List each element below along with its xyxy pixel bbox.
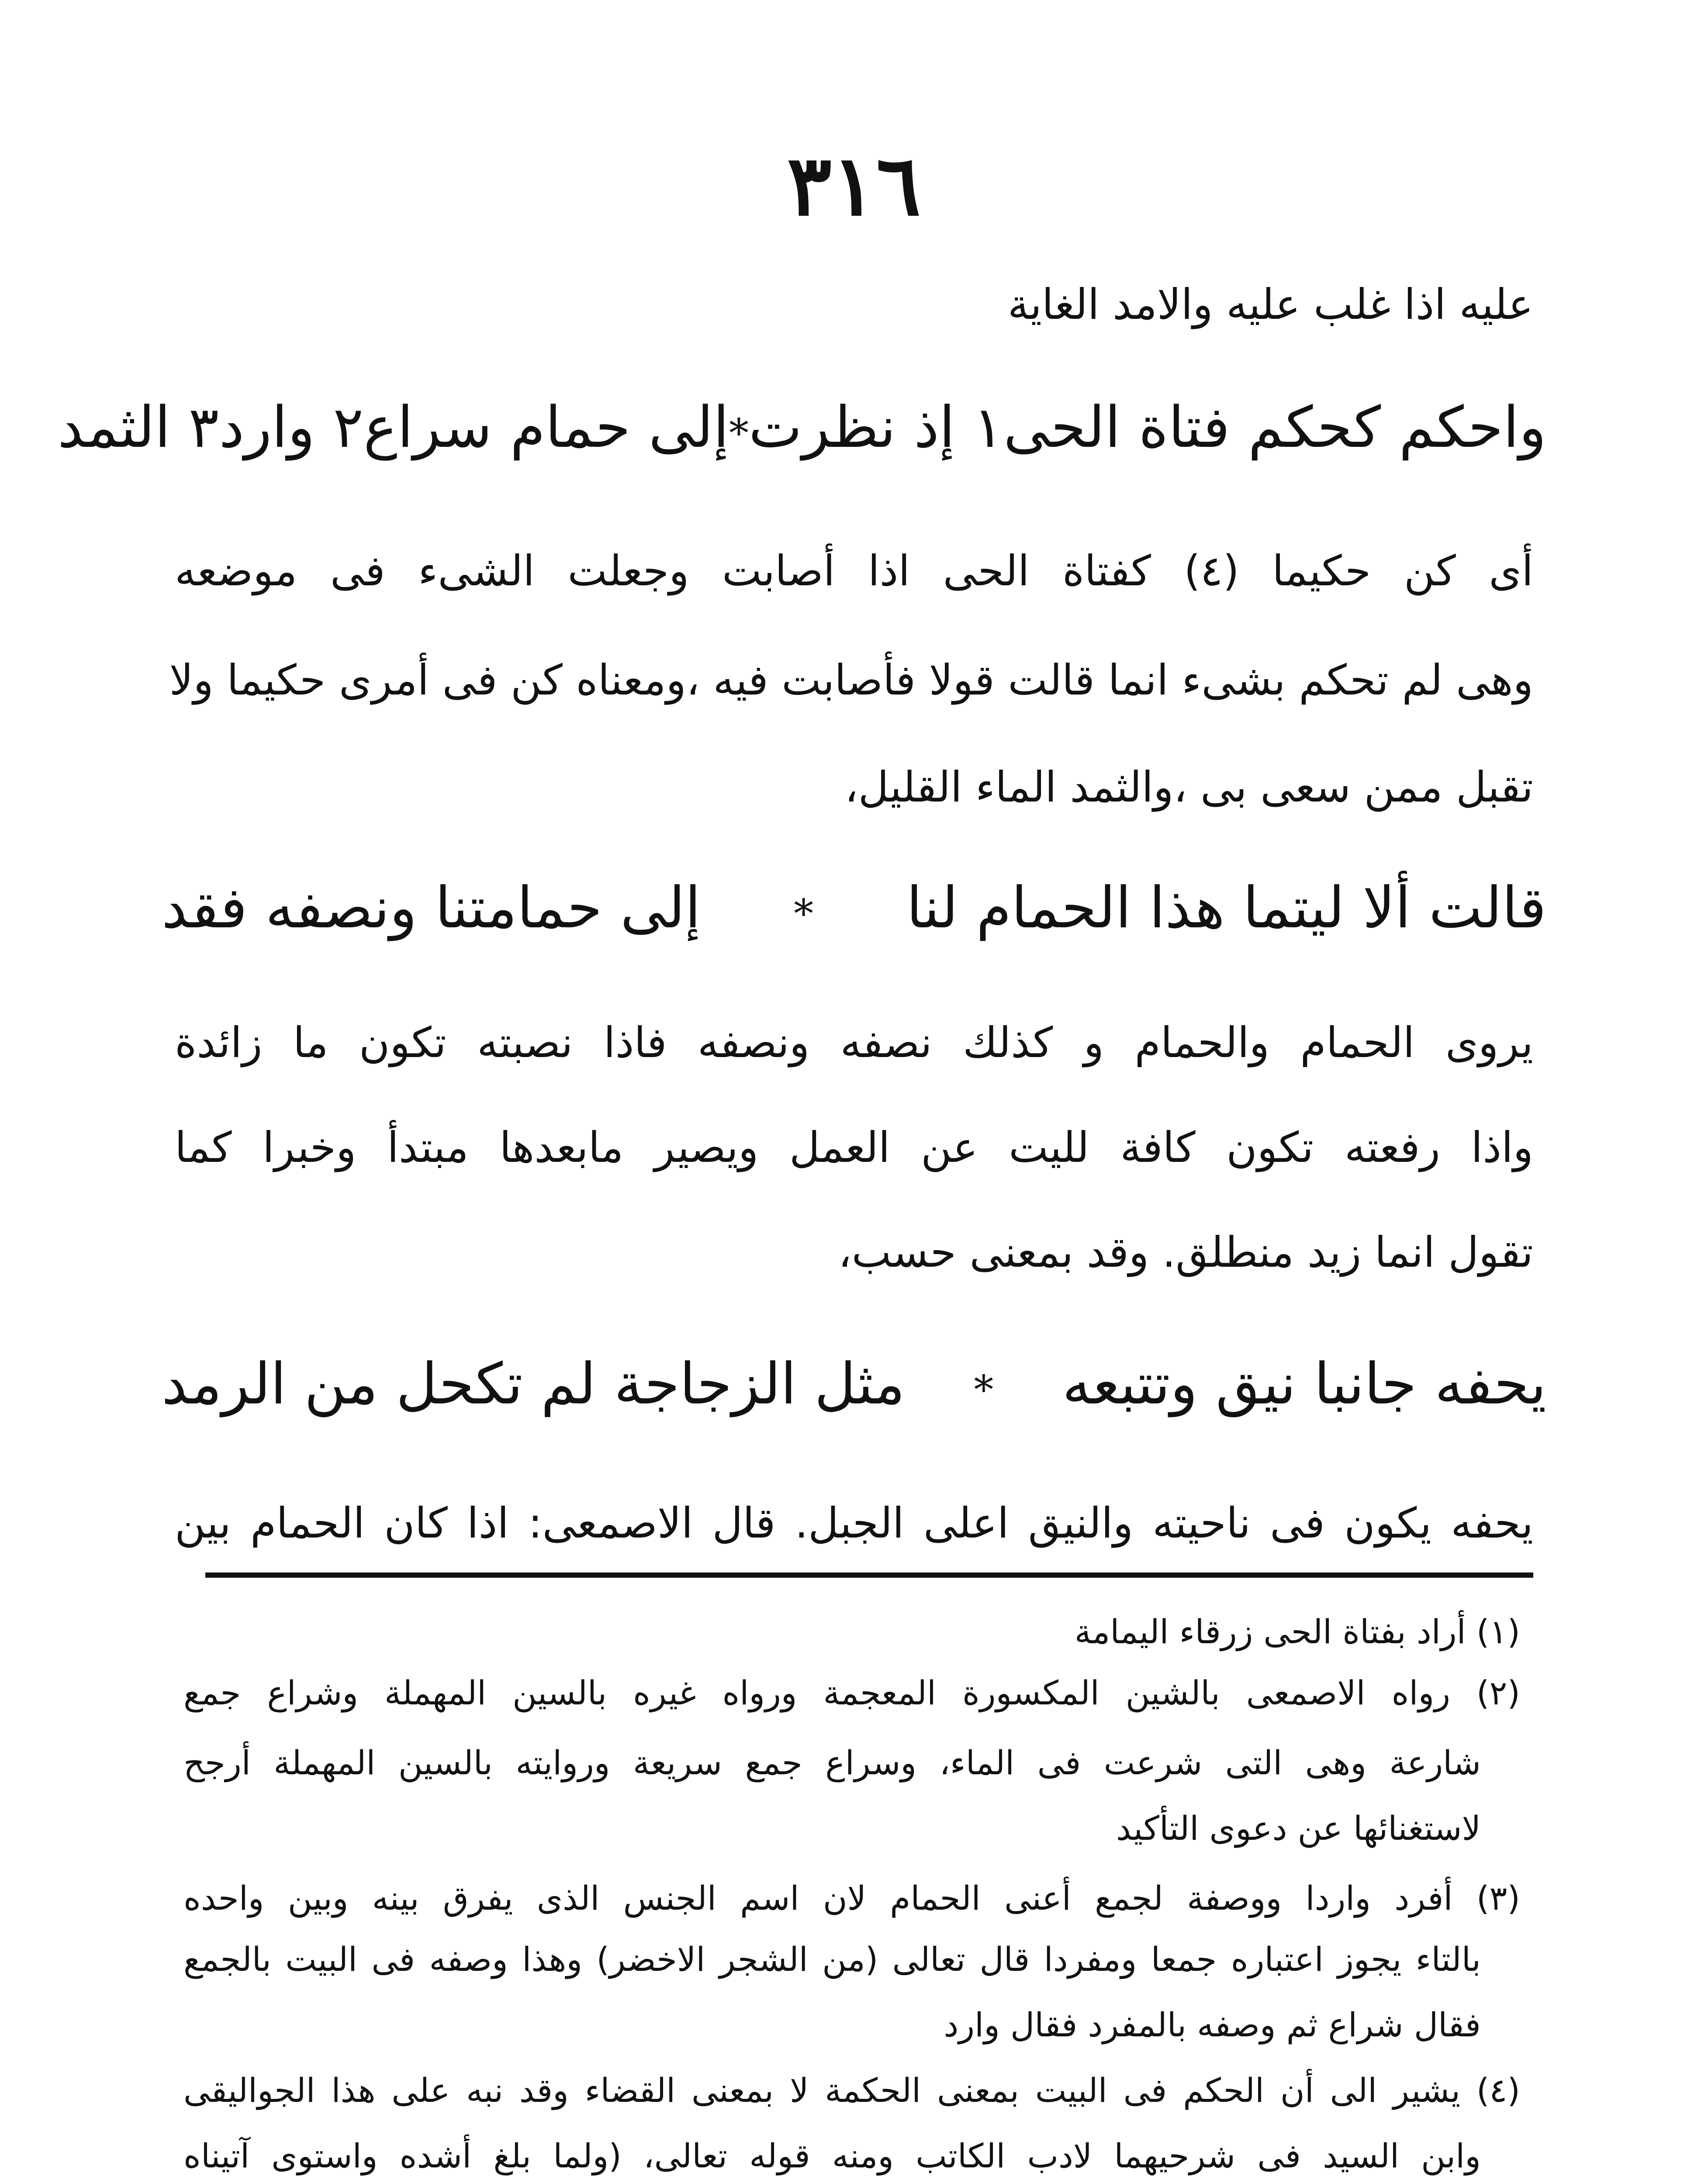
commentary-1-line-3: تقبل ممن سعى بى ،والثمد الماء القليل، [844,763,1533,812]
footnote-1: (١) أراد بفتاة الحى زرقاء اليمامة [1074,1612,1520,1651]
verse-1 [57,393,1546,461]
commentary-1-line-2: وهى لم تحكم بشىء انما قالت قولا فأصابت فيه ،ومعناه كن فى أمرى حكيما ولا [169,656,1533,705]
footnote-divider [205,1572,1533,1578]
verse-3 [162,1350,1546,1418]
commentary-1-line-1: أى كن حكيما (٤) كفتاة الحى اذا أصابت وجعلت الشىء فى موضعه [175,546,1534,595]
verse-2-first-hemistich: قالت ألا ليتما هذا الحمام لنا [906,874,1546,941]
commentary-3-line-1: يحفه يكون فى ناحيته والنيق اعلى الجبل. قال الاصمعى: اذا كان الحمام بين [175,1499,1533,1548]
verse-1-separator: * [729,411,749,456]
verse-2 [162,874,1546,942]
commentary-2-line-2: واذا رفعته تكون كافة لليت عن العمل ويصير مابعدها مبتدأ وخبرا كما [175,1123,1533,1172]
footnote-2-line-2: شارعة وهى التى شرعت فى الماء، وسراع جمع سريعة وروايته بالسين المهملة أرجح [183,1743,1481,1782]
footnote-3-line-3: فقال شراع ثم وصفه بالمفرد فقال وارد [944,2005,1481,2044]
footnote-3-line-2: بالتاء يجوز اعتباره جمعا ومفردا قال تعالى (من الشجر الاخضر) وهذا وصفه فى البيت بالجمع [183,1940,1481,1979]
verse-2-separator: * [794,891,814,937]
page-number: ٣١٦ [787,137,921,234]
footnote-4-line-1: (٤) يشير الى أن الحكم فى البيت بمعنى الحكمة لا بمعنى القضاء وقد نبه على هذا الجواليقى [183,2071,1520,2110]
verse-3-separator: * [974,1367,994,1413]
footnote-2-line-3: لاستغنائها عن دعوى التأكيد [1116,1809,1481,1848]
footnote-2-line-1: (٢) رواه الاصمعى بالشين المكسورة المعجمة ورواه غيره بالسين المهملة وشراع جمع [183,1673,1520,1712]
verse-2-second-hemistich: إلى حمامتنا ونصفه فقد [162,874,701,941]
verse-3-first-hemistich: يحفه جانبا نيق وتتبعه [1062,1351,1546,1417]
footnote-3-line-1: (٣) أفرد واردا ووصفة لجمع أعنى الحمام لان اسم الجنس الذى يفرق بينه وبين واحده [183,1879,1520,1918]
commentary-2-line-3: تقول انما زيد منطلق. وقد بمعنى حسب، [838,1228,1533,1277]
verse-1-second-hemistich: إلى حمام سراع٢ وارد٣ الثمد [57,394,729,460]
verse-3-second-hemistich: مثل الزجاجة لم تكحل من الرمد [162,1351,905,1417]
verse-1-first-hemistich: واحكم كحكم فتاة الحى١ إذ نظرت [748,394,1546,460]
commentary-2-line-1: يروى الحمام والحمام و كذلك نصفه ونصفه فاذا نصبته تكون ما زائدة [175,1018,1533,1067]
body-line-intro: عليه اذا غلب عليه والامد الغاية [1007,280,1533,329]
footnote-4-line-2: وابن السيد فى شرحيهما لادب الكاتب ومنه قوله تعالى، (ولما بلغ أشده واستوى آتيناه [183,2136,1481,2175]
